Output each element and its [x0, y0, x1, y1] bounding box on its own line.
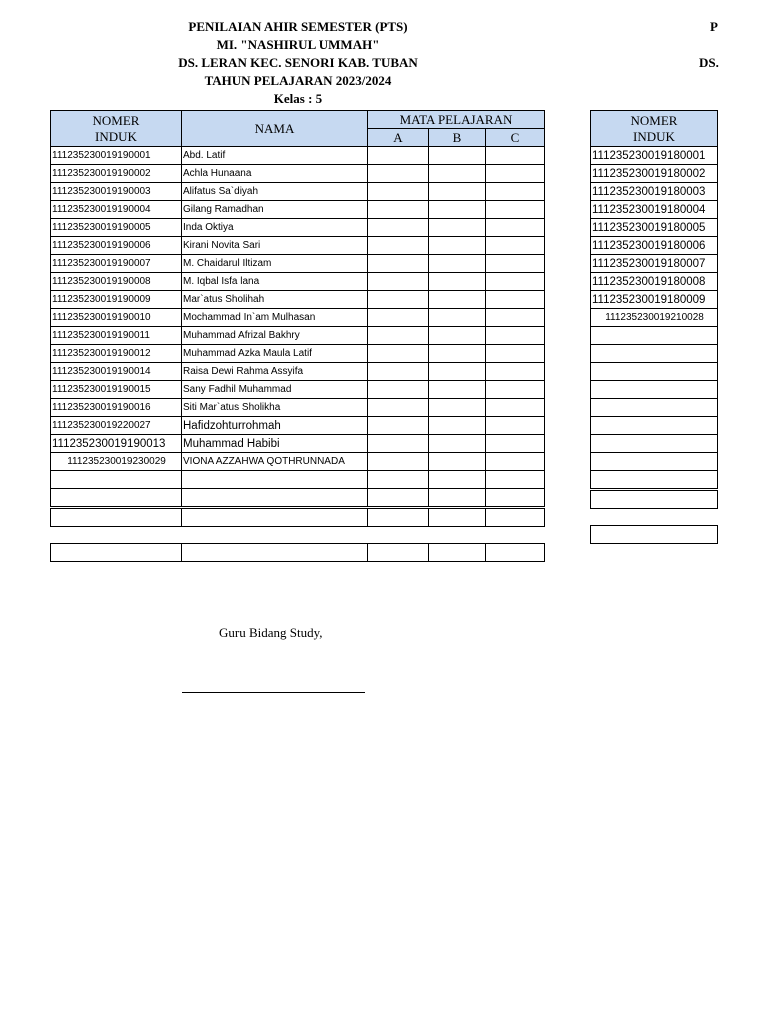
empty-cell — [51, 544, 182, 562]
side-student-id-cell: 111235230019180004 — [591, 201, 718, 219]
grade-b-cell — [429, 273, 486, 291]
header-subject-a: A — [368, 129, 429, 147]
empty-cell — [429, 508, 486, 527]
empty-row — [51, 544, 545, 562]
grade-c-cell — [486, 417, 545, 435]
empty-row — [591, 490, 718, 509]
table-row — [591, 309, 718, 327]
table-row — [51, 381, 545, 399]
table-row — [51, 363, 545, 381]
student-name-cell: Siti Mar`atus Sholikha — [182, 399, 368, 417]
empty-cell — [591, 363, 718, 381]
grade-a-cell — [368, 435, 429, 453]
student-name-cell: M. Iqbal Isfa lana — [182, 273, 368, 291]
student-id-cell: 111235230019190012 — [51, 345, 182, 363]
grade-a-cell — [368, 363, 429, 381]
grade-b-cell — [429, 399, 486, 417]
empty-cell — [51, 489, 182, 508]
empty-cell — [368, 544, 429, 562]
empty-row — [591, 453, 718, 471]
side-student-id-cell: 111235230019180007 — [591, 255, 718, 273]
grade-b-cell — [429, 183, 486, 201]
right-address-fragment: DS. — [699, 55, 719, 70]
table-row — [51, 345, 545, 363]
student-id-cell: 111235230019190010 — [51, 309, 182, 327]
empty-row — [51, 508, 545, 527]
grade-a-cell — [368, 345, 429, 363]
empty-cell — [591, 381, 718, 399]
grade-b-cell — [429, 363, 486, 381]
table-row — [51, 309, 545, 327]
grade-c-cell — [486, 381, 545, 399]
table-row — [51, 417, 545, 435]
grade-c-cell — [486, 345, 545, 363]
student-id-cell: 111235230019190005 — [51, 219, 182, 237]
grade-c-cell — [486, 183, 545, 201]
grade-c-cell — [486, 435, 545, 453]
school-address: DS. LERAN KEC. SENORI KAB. TUBAN — [178, 55, 418, 70]
student-name-cell: VIONA AZZAHWA QOTHRUNNADA — [182, 453, 368, 471]
grade-b-cell — [429, 147, 486, 165]
grade-a-cell — [368, 399, 429, 417]
grade-a-cell — [368, 273, 429, 291]
grade-c-cell — [486, 363, 545, 381]
grade-b-cell — [429, 291, 486, 309]
student-id-cell: 111235230019190003 — [51, 183, 182, 201]
empty-cell — [182, 544, 368, 562]
class-label: Kelas : 5 — [273, 91, 323, 106]
spacer-row — [51, 527, 545, 544]
side-student-id-cell: 111235230019180006 — [591, 237, 718, 255]
empty-row — [51, 471, 545, 489]
student-name-cell: Muhammad Azka Maula Latif — [182, 345, 368, 363]
empty-cell — [591, 399, 718, 417]
grade-a-cell — [368, 453, 429, 471]
side-student-id-cell: 111235230019180002 — [591, 165, 718, 183]
table-row — [51, 291, 545, 309]
student-name-cell: Mochammad In`am Mulhasan — [182, 309, 368, 327]
student-id-cell: 111235230019190001 — [51, 147, 182, 165]
report-title: PENILAIAN AHIR SEMESTER (PTS) — [188, 19, 408, 34]
student-id-cell: 111235230019190002 — [51, 165, 182, 183]
empty-row — [591, 363, 718, 381]
grade-b-cell — [429, 417, 486, 435]
empty-row — [591, 399, 718, 417]
table-row — [591, 147, 718, 165]
grade-a-cell — [368, 309, 429, 327]
grade-b-cell — [429, 345, 486, 363]
table-row — [591, 255, 718, 273]
empty-cell — [486, 471, 545, 489]
grade-c-cell — [486, 219, 545, 237]
header-nomer-induk: NOMER INDUK — [51, 111, 182, 147]
side-student-id-cell: 111235230019210028 — [591, 309, 718, 327]
student-name-cell: Achla Hunaana — [182, 165, 368, 183]
grade-b-cell — [429, 237, 486, 255]
grade-a-cell — [368, 327, 429, 345]
grade-b-cell — [429, 165, 486, 183]
table-row — [591, 237, 718, 255]
empty-row — [591, 381, 718, 399]
grade-c-cell — [486, 147, 545, 165]
empty-cell — [368, 489, 429, 508]
grade-a-cell — [368, 201, 429, 219]
empty-cell — [591, 490, 718, 509]
empty-cell — [368, 471, 429, 489]
student-name-cell: Sany Fadhil Muhammad — [182, 381, 368, 399]
empty-row — [591, 345, 718, 363]
empty-row — [51, 489, 545, 508]
table-row — [51, 399, 545, 417]
grade-b-cell — [429, 255, 486, 273]
student-name-cell: Abd. Latif — [182, 147, 368, 165]
grade-a-cell — [368, 219, 429, 237]
student-id-cell: 111235230019190016 — [51, 399, 182, 417]
student-name-cell: Muhammad Habibi — [182, 435, 368, 453]
grade-c-cell — [486, 273, 545, 291]
table-row — [591, 273, 718, 291]
grade-a-cell — [368, 417, 429, 435]
empty-cell — [182, 508, 368, 527]
table-row — [591, 291, 718, 309]
grade-b-cell — [429, 435, 486, 453]
grade-a-cell — [368, 165, 429, 183]
empty-cell — [591, 417, 718, 435]
grade-c-cell — [486, 291, 545, 309]
empty-row — [591, 526, 718, 544]
grade-b-cell — [429, 327, 486, 345]
table-row — [51, 435, 545, 453]
grade-c-cell — [486, 309, 545, 327]
grade-c-cell — [486, 399, 545, 417]
table-row — [51, 183, 545, 201]
table-row — [51, 165, 545, 183]
academic-year: TAHUN PELAJARAN 2023/2024 — [204, 73, 392, 88]
grade-a-cell — [368, 147, 429, 165]
student-id-cell: 111235230019190008 — [51, 273, 182, 291]
grade-b-cell — [429, 201, 486, 219]
side-student-id-cell: 111235230019180003 — [591, 183, 718, 201]
right-title-fragment: P — [710, 19, 718, 34]
grade-a-cell — [368, 291, 429, 309]
student-name-cell: Hafidzohturrohmah — [182, 417, 368, 435]
empty-row — [591, 417, 718, 435]
empty-cell — [591, 345, 718, 363]
header-subject-b: B — [429, 129, 486, 147]
student-name-cell: Raisa Dewi Rahma Assyifa — [182, 363, 368, 381]
header-subject-c: C — [486, 129, 545, 147]
table-row — [51, 201, 545, 219]
spacer-row — [591, 509, 718, 526]
student-name-cell: Alifatus Sa`diyah — [182, 183, 368, 201]
table-row — [591, 201, 718, 219]
signature-label: Guru Bidang Study, — [219, 625, 323, 640]
empty-cell — [486, 508, 545, 527]
empty-cell — [51, 508, 182, 527]
grade-c-cell — [486, 453, 545, 471]
side-student-id-cell: 111235230019180009 — [591, 291, 718, 309]
table-row — [51, 255, 545, 273]
table-row — [51, 147, 545, 165]
empty-cell — [182, 471, 368, 489]
table-row — [51, 237, 545, 255]
table-row — [591, 183, 718, 201]
grade-a-cell — [368, 237, 429, 255]
student-name-cell: Muhammad Afrizal Bakhry — [182, 327, 368, 345]
grade-a-cell — [368, 381, 429, 399]
side-header-nomer-induk: NOMER INDUK — [591, 111, 718, 147]
empty-row — [591, 471, 718, 490]
student-name-cell: Inda Oktiya — [182, 219, 368, 237]
empty-cell — [368, 508, 429, 527]
grade-a-cell — [368, 255, 429, 273]
student-id-cell: 111235230019190007 — [51, 255, 182, 273]
student-id-cell: 111235230019230029 — [51, 453, 182, 471]
table-row — [591, 219, 718, 237]
spacer-cell — [51, 527, 545, 544]
table-row — [51, 453, 545, 471]
empty-cell — [591, 327, 718, 345]
empty-cell — [591, 453, 718, 471]
student-id-cell: 111235230019190015 — [51, 381, 182, 399]
grade-c-cell — [486, 327, 545, 345]
side-student-id-cell: 111235230019180001 — [591, 147, 718, 165]
header-nama: NAMA — [182, 111, 368, 147]
empty-cell — [429, 544, 486, 562]
grade-a-cell — [368, 183, 429, 201]
empty-row — [591, 435, 718, 453]
empty-cell — [486, 544, 545, 562]
student-id-cell: 111235230019220027 — [51, 417, 182, 435]
table-row — [51, 219, 545, 237]
student-name-cell: Gilang Ramadhan — [182, 201, 368, 219]
grade-b-cell — [429, 381, 486, 399]
student-id-cell: 111235230019190014 — [51, 363, 182, 381]
grade-b-cell — [429, 219, 486, 237]
grade-c-cell — [486, 255, 545, 273]
table-row — [51, 273, 545, 291]
student-id-cell: 111235230019190006 — [51, 237, 182, 255]
grade-b-cell — [429, 309, 486, 327]
empty-cell — [429, 471, 486, 489]
side-student-id-cell: 111235230019180008 — [591, 273, 718, 291]
student-name-cell: Mar`atus Sholihah — [182, 291, 368, 309]
student-id-cell: 111235230019190004 — [51, 201, 182, 219]
side-student-id-cell: 111235230019180005 — [591, 219, 718, 237]
empty-row — [591, 327, 718, 345]
header-mata-pelajaran: MATA PELAJARAN — [368, 111, 545, 129]
empty-cell — [429, 489, 486, 508]
school-name: MI. "NASHIRUL UMMAH" — [216, 37, 380, 52]
grade-b-cell — [429, 453, 486, 471]
spacer-cell — [591, 509, 718, 526]
empty-cell — [591, 435, 718, 453]
side-table — [590, 110, 718, 544]
student-id-cell: 111235230019190013 — [51, 435, 182, 453]
empty-cell — [591, 471, 718, 490]
empty-cell — [182, 489, 368, 508]
grade-table — [50, 110, 545, 562]
empty-cell — [486, 489, 545, 508]
student-name-cell: Kirani Novita Sari — [182, 237, 368, 255]
table-row — [51, 327, 545, 345]
table-row — [591, 165, 718, 183]
student-name-cell: M. Chaidarul Iltizam — [182, 255, 368, 273]
signature-line — [182, 692, 365, 693]
grade-c-cell — [486, 201, 545, 219]
grade-c-cell — [486, 165, 545, 183]
student-id-cell: 111235230019190009 — [51, 291, 182, 309]
empty-cell — [591, 526, 718, 544]
grade-c-cell — [486, 237, 545, 255]
student-id-cell: 111235230019190011 — [51, 327, 182, 345]
empty-cell — [51, 471, 182, 489]
